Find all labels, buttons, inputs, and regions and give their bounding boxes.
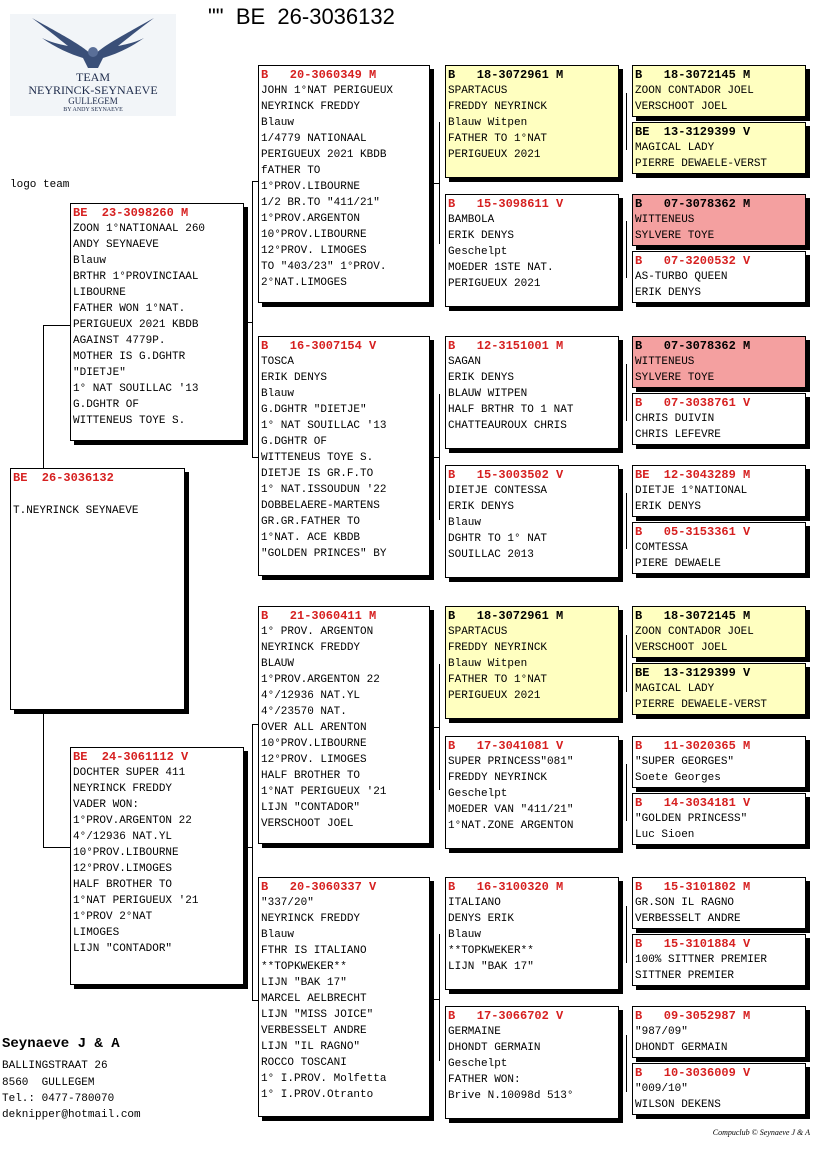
dam-card[interactable] (70, 747, 244, 985)
connector (439, 394, 440, 520)
great-grandparent-card[interactable]: B 12-3151001 M SAGAN ERIK DENYS BLAUW WITPEN HALF BRTHR TO 1 NAT CHATTEAUROUX CHRIS (445, 336, 619, 449)
ancestor-card[interactable]: B 07-3078362 M WITTENEUS SYLVERE TOYE (632, 336, 806, 388)
connector (243, 847, 252, 848)
connector (243, 322, 252, 323)
ring-number: B 07-3078362 M (635, 197, 751, 211)
logo-line-by: BY ANDY SEYNAEVE (63, 107, 123, 113)
subject-line: T.NEYRINCK SEYNAEVE (13, 505, 139, 517)
ring-number: B 16-3100320 M (448, 880, 564, 894)
ring-number: B 12-3151001 M (448, 339, 564, 353)
ring-number: B 20-3060337 V (261, 880, 377, 894)
ring-number: B 10-3036009 V (635, 1066, 751, 1080)
ring-number: B 18-3072961 M (448, 68, 564, 82)
logo-line-team: TEAM (76, 70, 110, 84)
ring-number: B 17-3041081 V (448, 739, 564, 753)
connector (626, 764, 627, 821)
ring-number: B 09-3052987 M (635, 1009, 751, 1023)
connector (626, 493, 627, 549)
ring-number: B 14-3034181 V (635, 796, 751, 810)
breeder-email[interactable]: deknipper@hotmail.com (2, 1109, 141, 1121)
great-grandparent-card[interactable]: B 18-3072961 M SPARTACUS FREDDY NEYRINCK Blauw Witpen FATHER TO 1°NAT PERIGUEUX 2021 (445, 606, 619, 719)
subject-card[interactable] (10, 468, 185, 710)
ancestor-card[interactable]: B 11-3020365 M "SUPER GEORGES" Soete Georges (632, 736, 806, 788)
connector (626, 1035, 627, 1092)
ring-number: B 18-3072145 M (635, 68, 751, 82)
software-credit: Compuclub © Seynaeve J & A (712, 1128, 810, 1137)
great-grandparent-card[interactable]: B 17-3041081 V SUPER PRINCESS"081" FREDDY NEYRINCK Geschelpt MOEDER VAN "411/21" 1°NAT.ZONE ARGENTON (445, 736, 619, 849)
ring-number: BE 24-3061112 V (73, 750, 189, 764)
ring-number: B 07-3038761 V (635, 396, 751, 410)
great-grandparent-card[interactable]: B 17-3066702 V GERMAINE DHONDT GERMAIN Geschelpt FATHER WON: Brive N.10098d 513° (445, 1006, 619, 1119)
ancestor-card[interactable]: B 14-3034181 V "GOLDEN PRINCESS" Luc Sioen (632, 793, 806, 845)
connector (439, 122, 440, 244)
ancestor-card[interactable]: B 10-3036009 V "009/10" WILSON DEKENS (632, 1063, 806, 1115)
team-logo (10, 14, 176, 116)
eagle-icon (28, 16, 158, 70)
ring-number: BE 26-3036132 (13, 471, 114, 485)
breeder-street: BALLINGSTRAAT 26 (2, 1060, 108, 1072)
connector (43, 710, 44, 847)
connector (626, 635, 627, 692)
ring-number: BE 13-3129399 V (635, 125, 751, 139)
ring-number: B 05-3153361 V (635, 525, 751, 539)
great-grandparent-card[interactable]: B 15-3003502 V DIETJE CONTESSA ERIK DENYS Blauw DGHTR TO 1° NAT SOUILLAC 2013 (445, 465, 619, 578)
ring-number: B 21-3060411 M (261, 609, 377, 623)
connector (430, 999, 439, 1000)
ancestor-card[interactable]: BE 13-3129399 V MAGICAL LADY PIERRE DEWAELE-VERST (632, 122, 806, 174)
ring-number: B 16-3007154 V (261, 339, 377, 353)
ring-number: B 18-3072145 M (635, 609, 751, 623)
breeder-name: Seynaeve J & A (2, 1036, 120, 1052)
ring-number: B 18-3072961 M (448, 609, 564, 623)
ring-number: BE 12-3043289 M (635, 468, 751, 482)
pedigree-title: "" BE 26-3036132 (208, 4, 395, 29)
grandparent-card[interactable]: B 20-3060349 M JOHN 1°NAT PERIGUEUX NEYRINCK FREDDY Blauw 1/4779 NATIONAAL PERIGUEUX 2021 KBDB fATHER TO 1°PROV.LIBOURNE 1/2 BR.TO "411/21" 1°PROV.ARGENTON 10°PROV.LIBOURNE 12°PROV. LIMOGES TO "403/23" 1°PROV. 2°NAT.LIMOGES (258, 65, 430, 303)
connector (626, 906, 627, 963)
connector (430, 727, 439, 728)
connector (626, 221, 627, 278)
dam-lines: DOCHTER SUPER 411 NEYRINCK FREDDY VADER WON: 1°PROV.ARGENTON 22 4°/12936 NAT.YL 10°PROV.LIBOURNE 12°PROV.LIMOGES HALF BROTHER TO 1°NAT PERIGUEUX '21 1°PROV 2°NAT LIMOGES LIJN "CONTADOR" (73, 767, 199, 955)
grandparent-card[interactable]: B 21-3060411 M 1° PROV. ARGENTON NEYRINCK FREDDY BLAUW 1°PROV.ARGENTON 22 4°/12936 NAT.YL 4°/23570 NAT. OVER ALL ARENTON 10°PROV.LIBOURNE 12°PROV. LIMOGES HALF BROTHER TO 1°NAT PERIGUEUX '21 LIJN "CONTADOR" VERSCHOOT JOEL (258, 606, 430, 844)
connector (439, 934, 440, 1061)
connector (626, 93, 627, 150)
ring-number: B 07-3078362 M (635, 339, 751, 353)
ancestor-card[interactable]: BE 13-3129399 V MAGICAL LADY PIERRE DEWAELE-VERST (632, 663, 806, 715)
connector (430, 183, 439, 184)
ancestor-card[interactable]: B 15-3101802 M GR.SON IL RAGNO VERBESSELT ANDRE (632, 877, 806, 929)
ring-number: B 15-3101884 V (635, 937, 751, 951)
great-grandparent-card[interactable]: B 16-3100320 M ITALIANO DENYS ERIK Blauw **TOPKWEKER** LIJN "BAK 17" (445, 877, 619, 990)
ancestor-card[interactable]: B 07-3078362 M WITTENEUS SYLVERE TOYE (632, 194, 806, 246)
ancestor-card[interactable]: BE 12-3043289 M DIETJE 1°NATIONAL ERIK DENYS (632, 465, 806, 517)
ancestor-card[interactable]: B 18-3072145 M ZOON CONTADOR JOEL VERSCHOOT JOEL (632, 606, 806, 658)
breeder-phone: Tel.: 0477-780070 (2, 1093, 115, 1105)
connector (252, 724, 253, 1000)
sire-lines: ZOON 1°NATIONAAL 260 ANDY SEYNAEVE Blauw BRTHR 1°PROVINCIAAL LIBOURNE FATHER WON 1°NAT. PERIGUEUX 2021 KBDB AGAINST 4779P. MOTHER IS G.DGHTR "DIETJE" 1° NAT SOUILLAC '13 G.DGHTR OF WITTENEUS TOYE S. (73, 223, 206, 427)
ancestor-card[interactable]: B 07-3038761 V CHRIS DUIVIN CHRIS LEFEVRE (632, 393, 806, 445)
ring-number: B 11-3020365 M (635, 739, 751, 753)
ancestor-card[interactable]: B 15-3101884 V 100% SITTNER PREMIER SITTNER PREMIER (632, 934, 806, 986)
connector (43, 847, 71, 848)
ring-number: B 17-3066702 V (448, 1009, 564, 1023)
ring-number: B 15-3003502 V (448, 468, 564, 482)
ring-number: BE 23-3098260 M (73, 206, 189, 220)
ring-number: BE 13-3129399 V (635, 666, 751, 680)
connector (439, 664, 440, 790)
grandparent-card[interactable]: B 20-3060337 V "337/20" NEYRINCK FREDDY Blauw FTHR IS ITALIANO **TOPKWEKER** LIJN "BAK 17" MARCEL AELBRECHT LIJN "MISS JOICE" VERBESSELT ANDRE LIJN "IL RAGNO" ROCCO TOSCANI 1° I.PROV. Molfetta 1° I.PROV.Otranto (258, 877, 430, 1117)
logo-line-name: NEYRINCK-SEYNAEVE (28, 83, 158, 97)
connector (43, 325, 44, 468)
great-grandparent-card[interactable]: B 15-3098611 V BAMBOLA ERIK DENYS Geschelpt MOEDER 1STE NAT. PERIGUEUX 2021 (445, 194, 619, 307)
logo-caption: logo team (10, 179, 70, 191)
ring-number: B 20-3060349 M (261, 68, 377, 82)
great-grandparent-card[interactable]: B 18-3072961 M SPARTACUS FREDDY NEYRINCK Blauw Witpen FATHER TO 1°NAT PERIGUEUX 2021 (445, 65, 619, 178)
ancestor-card[interactable]: B 05-3153361 V COMTESSA PIERE DEWAELE (632, 522, 806, 574)
connector (430, 457, 439, 458)
breeder-city: 8560 GULLEGEM (2, 1077, 95, 1089)
connector (626, 364, 627, 421)
connector (252, 181, 253, 457)
ancestor-card[interactable]: B 09-3052987 M "987/09" DHONDT GERMAIN (632, 1006, 806, 1058)
ancestor-card[interactable]: B 18-3072145 M ZOON CONTADOR JOEL VERSCHOOT JOEL (632, 65, 806, 117)
ring-number: B 15-3101802 M (635, 880, 751, 894)
ring-number: B 15-3098611 V (448, 197, 564, 211)
ancestor-card[interactable]: B 07-3200532 V AS-TURBO QUEEN ERIK DENYS (632, 251, 806, 303)
grandparent-card[interactable]: B 16-3007154 V TOSCA ERIK DENYS Blauw G.DGHTR "DIETJE" 1° NAT SOUILLAC '13 G.DGHTR OF WITTENEUS TOYE S. DIETJE IS GR.F.TO 1° NAT.ISSOUDUN '22 DOBBELAERE-MARTENS GR.GR.FATHER TO 1°NAT. ACE KBDB "GOLDEN PRINCES" BY (258, 336, 430, 576)
logo-line-city: GULLEGEM (68, 96, 118, 106)
connector (43, 325, 71, 326)
ring-number: B 07-3200532 V (635, 254, 751, 268)
sire-card[interactable] (70, 203, 244, 441)
